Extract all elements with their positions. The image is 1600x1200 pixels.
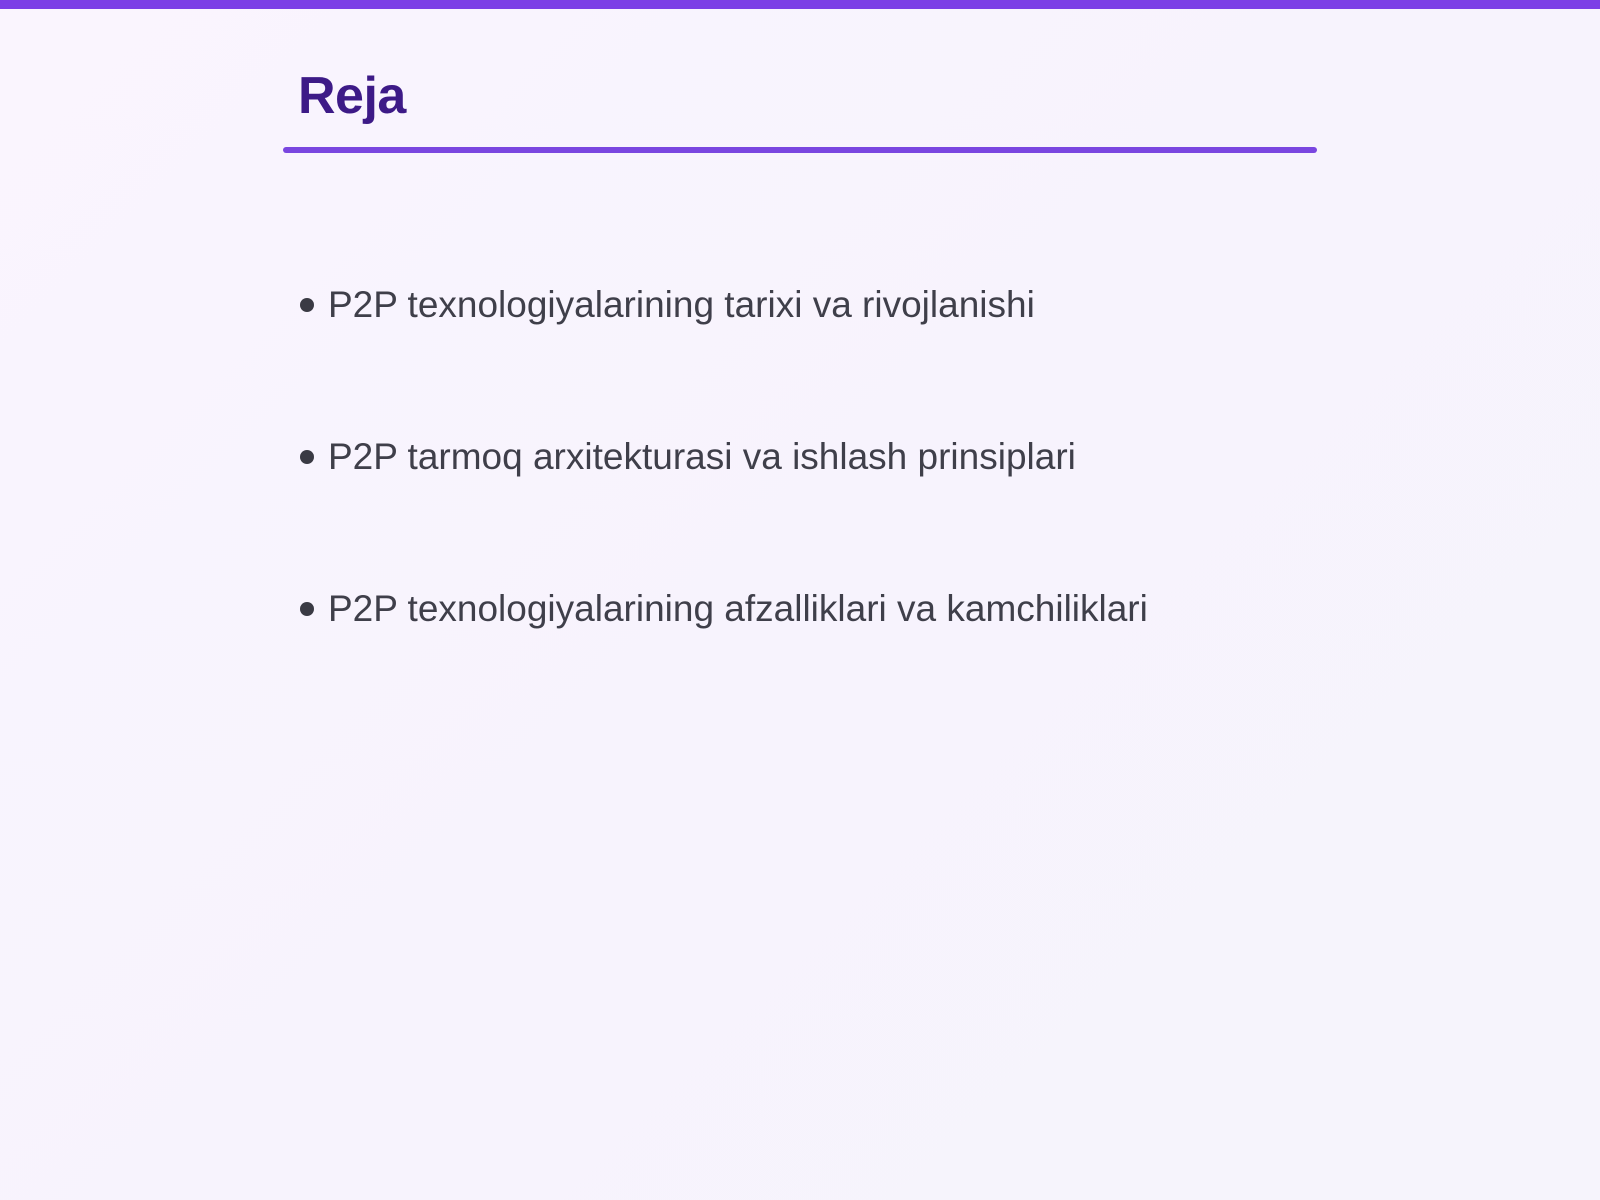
- bullet-item: [300, 432, 1350, 482]
- slide-title: Reja: [298, 67, 406, 125]
- bullet-dot-icon: [300, 450, 314, 464]
- bullet-text: P2P tarmoq arxitekturasi va ishlash prinsiplari: [328, 436, 1076, 477]
- bullet-dot-icon: [300, 602, 314, 616]
- bullet-item: [300, 584, 1350, 634]
- bullet-text: P2P texnologiyalarining afzalliklari va kamchiliklari: [328, 588, 1148, 629]
- bullet-item: [300, 280, 1350, 330]
- bullet-dot-icon: [300, 298, 314, 312]
- bullet-list: [300, 280, 1350, 736]
- title-underline: [283, 147, 1317, 153]
- bullet-text: P2P texnologiyalarining tarixi va rivojlanishi: [328, 284, 1035, 325]
